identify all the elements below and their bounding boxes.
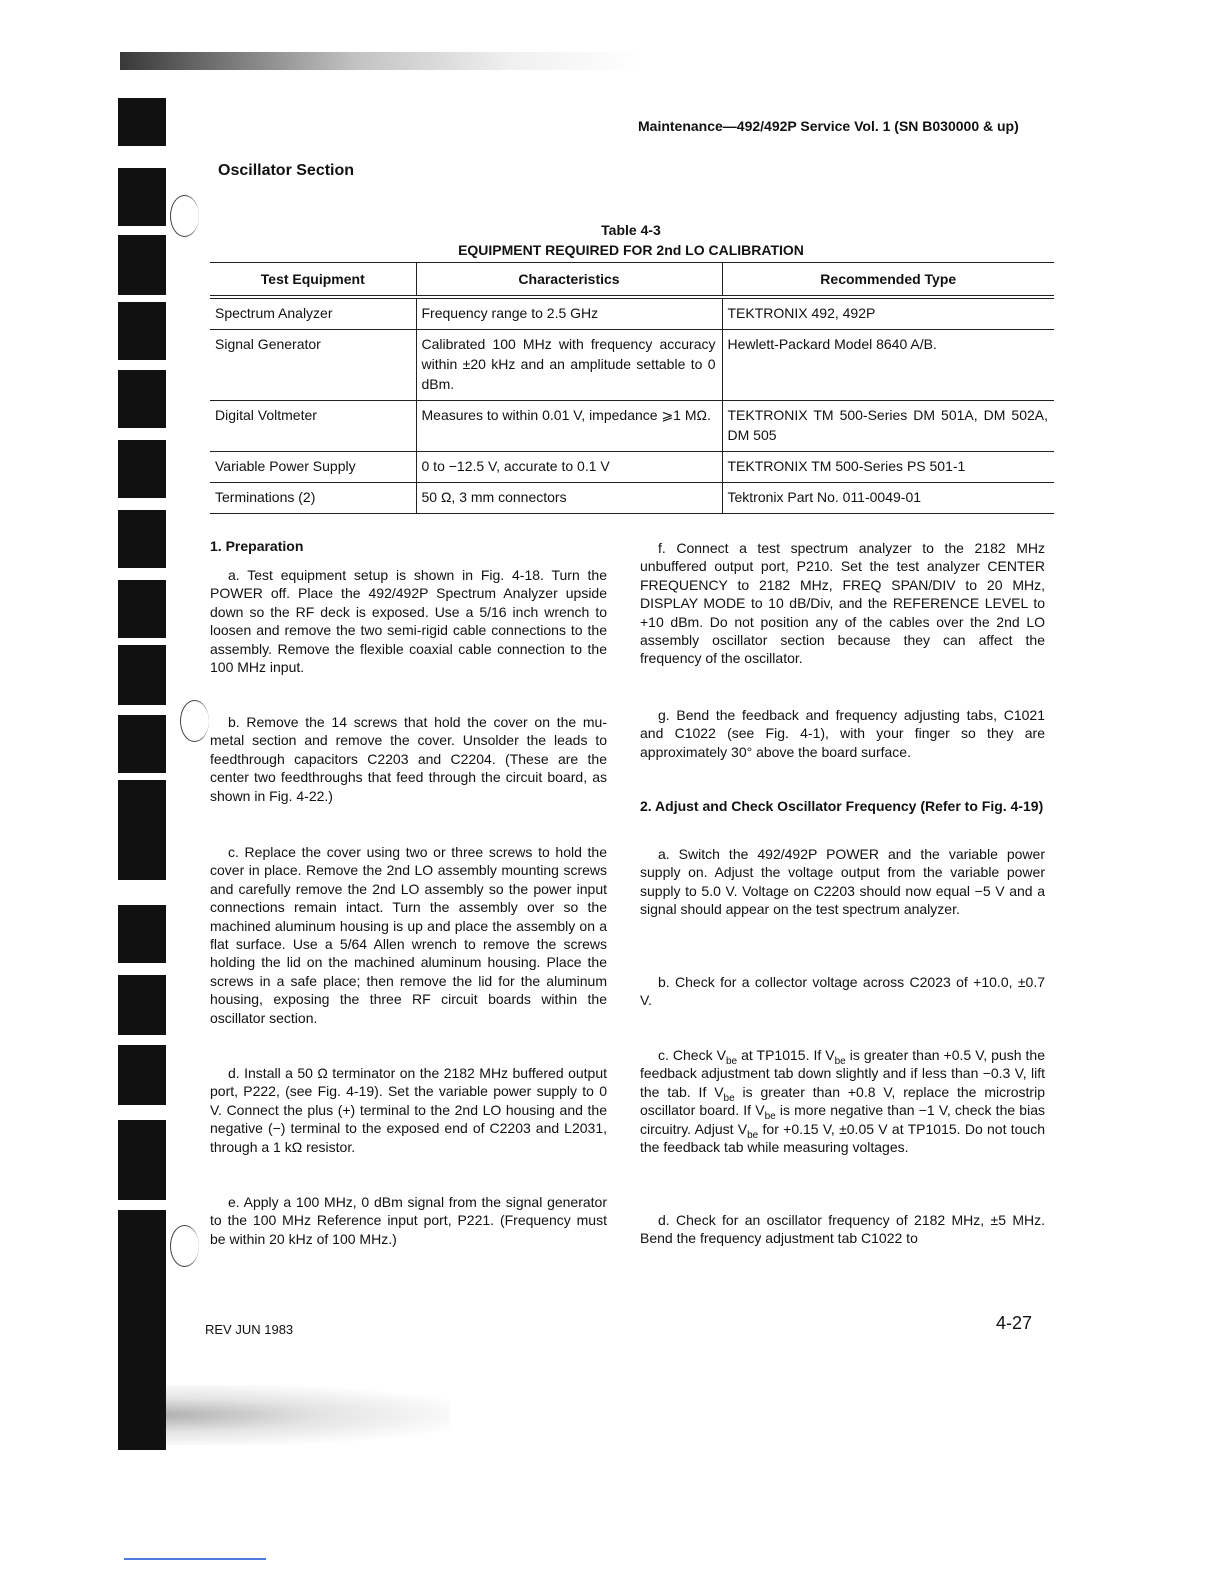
step-2c: c. Check $V_{be}$ at TP1015. If $V_{be}$ is greater than +0.5 V, push the feedback adjustment tab down slightly and if less than −0.3 V, lift the tab. If $V_{be}$ is greater than +0.8 V, replace the microstrip oscillator board. If $V_{be}$ is more negative than −1 V, check the bias circuitry. Adjust $V_{be}$ for +0.15 V, ±0.05 V at TP1015. Do not touch the feedback tab while measuring voltages. [640, 1047, 1046, 1156]
table-cell: Signal Generator [210, 330, 416, 401]
step-2b: b. Check for a collector voltage across C2023 of +10.0, ±0.7 V. [640, 974, 1045, 1009]
table-cell: Hewlett-Packard Model 8640 A/B. [722, 330, 1054, 401]
step-1c: c. Replace the cover using two or three screws to hold the cover in place. Remove the 2nd LO assembly mounting screws and carefully remove the 2nd LO assembly so the power input connections remain intact. Turn the assembly over so the machined aluminum housing is up and place the assembly on a flat surface. Use a 5/64 Allen wrench to remove the screws holding the lid on the machined aluminum housing. Place the screws in a safe place; then remove the lid for the aluminum housing, exposing the three RF circuit boards within the oscillator section. [210, 844, 607, 1026]
step-2a: a. Switch the 492/492P POWER and the variable power supply on. Adjust the voltage output from the variable power supply to 5.0 V. Voltage on C2203 should now equal −5 V and a signal should appear on the test spectrum analyzer. [640, 846, 1045, 918]
table-header-row [210, 263, 1054, 298]
table-cell: TEKTRONIX 492, 492P [722, 297, 1054, 330]
table-cell: Spectrum Analyzer [210, 297, 416, 330]
table-cell: Frequency range to 2.5 GHz [416, 297, 722, 330]
scan-edge-top [120, 52, 640, 70]
binding-tabs [118, 90, 178, 1450]
equipment-table [210, 262, 1054, 514]
step-1b: b. Remove the 14 screws that hold the cover on the mu-metal section and remove the cover. Unsolder the leads to feedthrough capacitors C2203 and C2204. (These are the center two feedthroughs that feed through the circuit board, as shown in Fig. 4-22.) [210, 714, 607, 804]
section-title: Oscillator Section [218, 162, 355, 179]
scan-edge-bottom [150, 1385, 450, 1445]
heading-preparation: 1. Preparation [210, 538, 304, 554]
table-cell: 50 Ω, 3 mm connectors [416, 483, 722, 514]
table-cell: TEKTRONIX TM 500-Series PS 501-1 [722, 452, 1054, 483]
table-row [210, 297, 1054, 330]
table-cell: Calibrated 100 MHz with frequency accuracy within ±20 kHz and an amplitude settable to 0 dBm. [416, 330, 722, 401]
scan-artifact-line [124, 1558, 266, 1560]
step-1f: f. Connect a test spectrum analyzer to the 2182 MHz unbuffered output port, P210. Set the test analyzer CENTER FREQUENCY to 2182 MHz, FREQ SPAN/DIV to 20 MHz, DISPLAY MODE to 10 dB/Div, and the REFERENCE LEVEL to +10 dBm. Do not position any of the cables over the 2nd LO assembly oscillator section because they can affect the frequency of the oscillator. [640, 540, 1045, 667]
column-header: Characteristics [416, 263, 722, 298]
table-row [210, 483, 1054, 514]
step-2d: d. Check for an oscillator frequency of 2182 MHz, ±5 MHz. Bend the frequency adjustment tab C1022 to [640, 1212, 1045, 1247]
table-cell: Measures to within 0.01 V, impedance ⩾1 MΩ. [416, 401, 722, 452]
column-header: Recommended Type [722, 263, 1054, 298]
page-number: 4-27 [996, 1313, 1033, 1333]
table-caption: EQUIPMENT REQUIRED FOR 2nd LO CALIBRATION [458, 242, 804, 258]
table-cell: Terminations (2) [210, 483, 416, 514]
table-cell: TEKTRONIX TM 500-Series DM 501A, DM 502A, DM 505 [722, 401, 1054, 452]
step-1e: e. Apply a 100 MHz, 0 dBm signal from the signal generator to the 100 MHz Reference input port, P221. (Frequency must be within 20 kHz of 100 MHz.) [210, 1194, 607, 1247]
column-header: Test Equipment [210, 263, 416, 298]
heading-adjust-oscillator: 2. Adjust and Check Oscillator Frequency (Refer to Fig. 4-19) [640, 798, 1044, 814]
table-row [210, 330, 1054, 401]
table-cell: Variable Power Supply [210, 452, 416, 483]
table-row [210, 401, 1054, 452]
table-cell: Tektronix Part No. 011-0049-01 [722, 483, 1054, 514]
step-1d: d. Install a 50 Ω terminator on the 2182 MHz buffered output port, P222, (see Fig. 4-19). Set the variable power supply to 0 V. Connect the plus (+) terminal to the 2nd LO housing and the negative (−) terminal to the exposed end of C2203 and L2031, through a 1 kΩ resistor. [210, 1065, 607, 1155]
step-1a: a. Test equipment setup is shown in Fig. 4-18. Turn the POWER off. Place the 492/492P Spectrum Analyzer upside down so the RF deck is exposed. Use a 5/16 inch wrench to loosen and remove the two semi-rigid cable connections to the assembly. Remove the flexible coaxial cable connection to the 100 MHz input. [210, 567, 607, 676]
step-1g: g. Bend the feedback and frequency adjusting tabs, C1021 and C1022 (see Fig. 4-1), with your finger so they are approximately 30° above the board surface. [640, 707, 1045, 760]
revision-date: REV JUN 1983 [205, 1322, 294, 1337]
table-cell: Digital Voltmeter [210, 401, 416, 452]
table-number: Table 4-3 [601, 222, 661, 238]
table-cell: 0 to −12.5 V, accurate to 0.1 V [416, 452, 722, 483]
page-header: Maintenance—492/492P Service Vol. 1 (SN B030000 & up) [638, 118, 1019, 134]
table-row [210, 452, 1054, 483]
